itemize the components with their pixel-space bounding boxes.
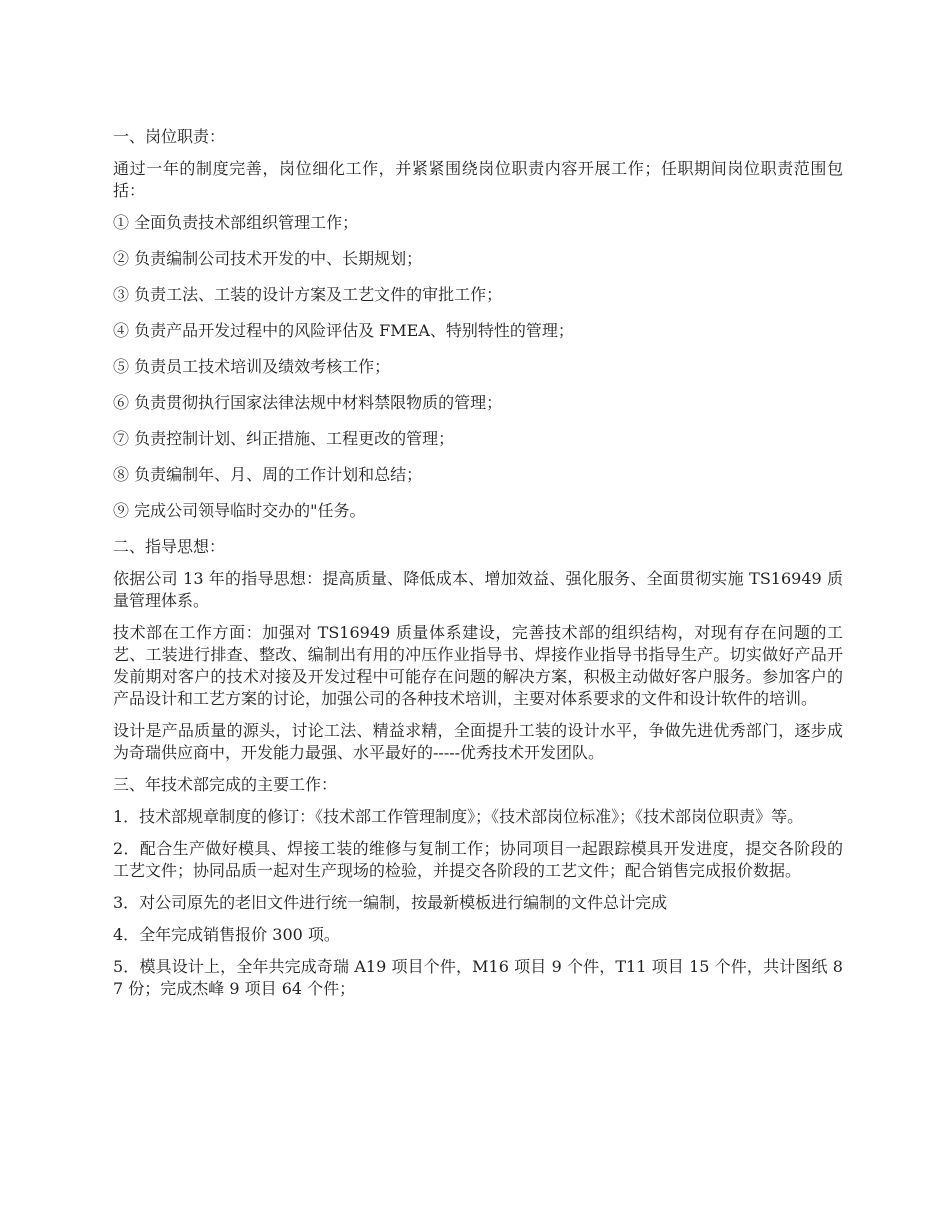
duty-item-7: ⑦ 负责控制计划、纠正措施、工程更改的管理； bbox=[113, 429, 455, 448]
section-3-heading: 三、年技术部完成的主要工作： bbox=[113, 775, 338, 794]
guiding-paragraph-2: 技术部在工作方面：加强对 TS16949 质量体系建设，完善技术部的组织结构，对现有存在问题的工艺、工装进行排查、整改、编制出有用的冲压作业指导书、焊接作业指导书指导生产。切实做好产品开发前期对客户的技术对接及开发过程中可能存在问题的解决方案，积极主动做好客户服务。参加客户的产品设计和工艺方案的讨论，加强公司的各种技术培训，主要对体系要求的文件和设计软件的培训。 bbox=[113, 623, 843, 708]
guiding-paragraph-3: 设计是产品质量的源头，讨论工法、精益求精，全面提升工装的设计水平，争做先进优秀部门，逐步成为奇瑞供应商中，开发能力最强、水平最好的-----优秀技术开发团队。 bbox=[113, 721, 843, 762]
duty-item-8: ⑧ 负责编制年、月、周的工作计划和总结； bbox=[113, 465, 423, 484]
duty-item-3: ③ 负责工法、工装的设计方案及工艺文件的审批工作； bbox=[113, 285, 503, 304]
duty-item-2: ② 负责编制公司技术开发的中、长期规划； bbox=[113, 249, 423, 268]
document-page bbox=[113, 126, 843, 1010]
section-2-heading: 二、指导思想： bbox=[113, 537, 226, 556]
work-item-2: 2．配合生产做好模具、焊接工装的维修与复制工作；协同项目一起跟踪模具开发进度，提交各阶段的工艺文件；协同品质一起对生产现场的检验，并提交各阶段的工艺文件；配合销售完成报价数据。 bbox=[113, 839, 843, 880]
guiding-paragraph-1: 依据公司 13 年的指导思想：提高质量、降低成本、增加效益、强化服务、全面贯彻实施 TS16949 质量管理体系。 bbox=[113, 569, 843, 610]
duty-item-6: ⑥ 负责贯彻执行国家法律法规中材料禁限物质的管理； bbox=[113, 393, 503, 412]
duty-item-1: ① 全面负责技术部组织管理工作； bbox=[113, 213, 359, 232]
work-item-3: 3．对公司原先的老旧文件进行统一编制，按最新模板进行编制的文件总计完成 bbox=[113, 893, 668, 912]
work-item-1: 1．技术部规章制度的修订：《技术部工作管理制度》；《技术部岗位标准》；《技术部岗位职责》等。 bbox=[113, 807, 804, 826]
duty-item-4: ④ 负责产品开发过程中的风险评估及 FMEA、特别特性的管理； bbox=[113, 321, 574, 340]
duty-item-9: ⑨ 完成公司领导临时交办的"任务。 bbox=[113, 501, 366, 520]
section-1-heading: 一、岗位职责： bbox=[113, 127, 226, 146]
duty-item-5: ⑤ 负责员工技术培训及绩效考核工作； bbox=[113, 357, 391, 376]
work-item-4: 4．全年完成销售报价 300 项。 bbox=[113, 925, 340, 944]
work-item-5: 5．模具设计上，全年共完成奇瑞 A19 项目个件，M16 项目 9 个件，T11 项目 15 个件，共计图纸 87 份；完成杰峰 9 项目 64 个件； bbox=[113, 957, 843, 998]
section-1-intro: 通过一年的制度完善，岗位细化工作，并紧紧围绕岗位职责内容开展工作；任职期间岗位职责范围包括： bbox=[113, 159, 843, 200]
